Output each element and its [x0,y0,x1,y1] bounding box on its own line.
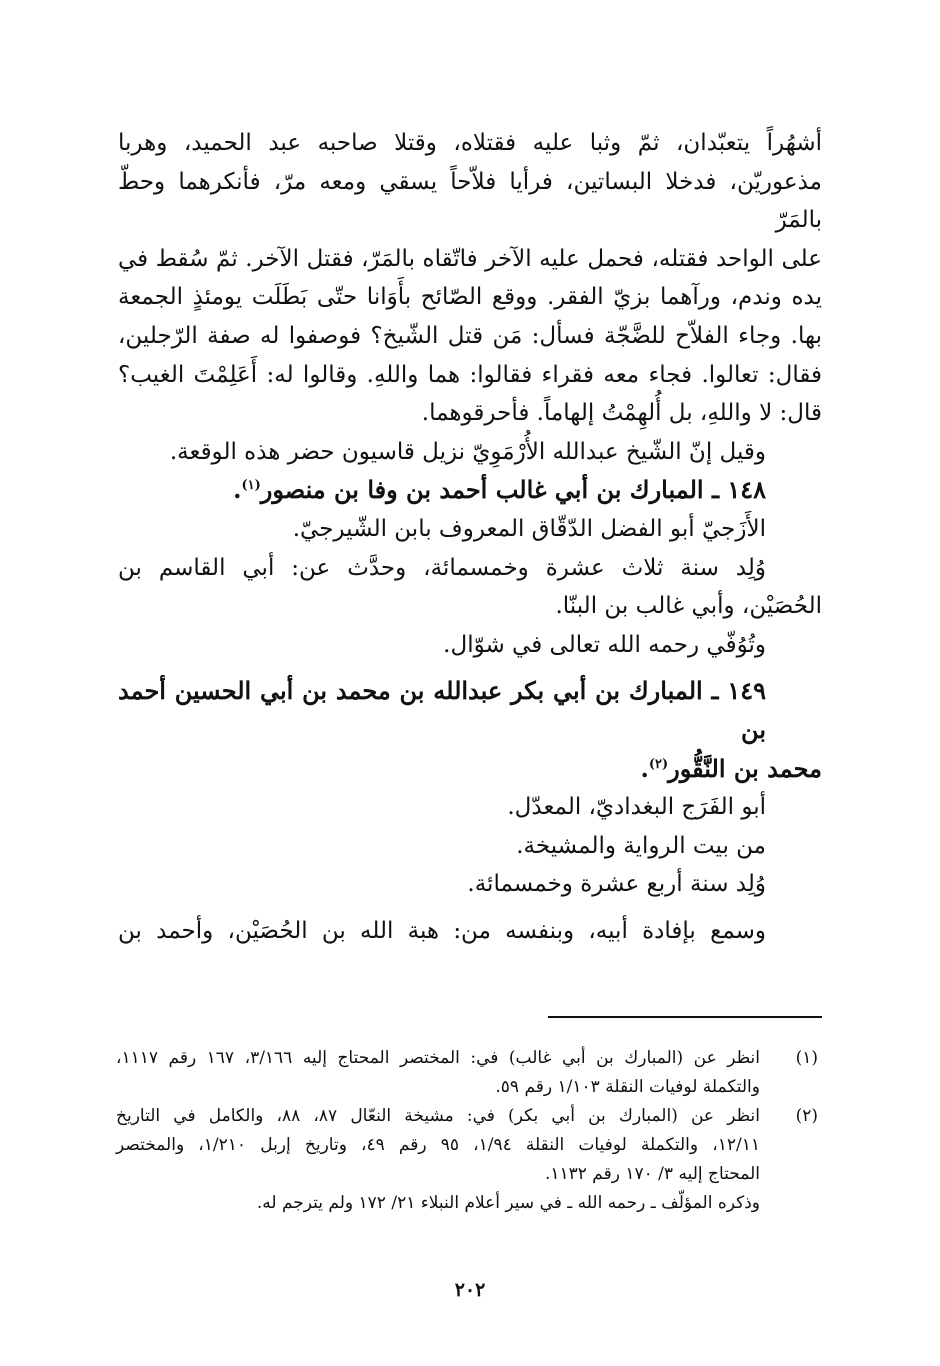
footnote-ref-2: (٢) [648,756,669,772]
entry-148-stop: . [233,475,242,505]
entry-149-stop: . [640,753,649,783]
text-line: أشهُراً يتعبّدان، ثمّ وثبا عليه فقتلاه، وقتلا صاحبه عبد الحميد، وهربا [118,130,822,156]
footnotes [116,1044,822,1218]
text-line: يده وندم، ورآهما بزيّ الفقر. ووقع الصّائح بأَوَانا حتّى بَطَلَت يومئذٍ الجمعة [118,284,822,311]
footnote-line: انظر عن (المبارك بن أبي بكر) في: مشيخة النعّال ٨٧، ٨٨، والكامل في التاريخ [116,1106,760,1126]
footnote-line: المحتاج إليه ٣/ ١٧٠ رقم ١١٣٢. [544,1164,760,1184]
footnote-number: (١) [795,1048,818,1068]
main-text [118,124,822,950]
footnote-ref-1: (١) [241,478,261,494]
footnote-line: والتكملة لوفيات النقلة ١/١٠٣ رقم ٥٩. [495,1077,760,1097]
text-line: وسمع بإفادة أبيه، وبنفسه من: هبة الله بن الحُصَيْن، وأحمد بن [118,917,766,944]
text-line: وُلِد سنة ثلاث عشرة وخمسمائة، وحدَّث عن: أبي القاسم بن [118,554,766,581]
footnote-2 [116,1102,822,1218]
entry-149-heading: ١٤٩ ـ المبارك بن أبي بكر عبدالله بن محمد بن أبي الحسين أحمد بن [118,676,766,744]
text-line: الأَزَجيّ أبو الفضل الدّقّاق المعروف بابن الشّيرجيّ. [292,515,766,542]
text-line: وُلِد سنة أربع عشرة وخمسمائة. [467,871,766,898]
text-line: الحُصَيْن، وأبي غالب بن البنّا. [555,593,822,620]
entry-148-title: ١٤٨ ـ المبارك بن أبي غالب أحمد بن وفا بن منصور [260,475,766,505]
footnote-number: (٢) [795,1106,818,1126]
page-number: ٢٠٢ [454,1279,486,1301]
footnote-line: ١٢/١١، والتكملة لوفيات النقلة ١/٩٤، ٩٥ رقم ٤٩، وتاريخ إربل ١/٢١٠، والمختصر [116,1135,760,1155]
text-line: وتُوُفّي رحمه الله تعالى في شوّال. [443,631,766,658]
text-line: مذعوريّن، فدخلا البساتين، فرأيا فلاّحاً يسقي ومعه مرّ، فأنكرهما وحطّ بالمَرّ [118,168,822,234]
footnote-line: انظر عن (المبارك بن أبي غالب) في: المختصر المحتاج إليه ٣/١٦٦، ١٦٧ رقم ١١١٧، [116,1048,760,1068]
entry-148-heading [118,471,822,510]
footnote-separator [548,1016,822,1018]
footnote-1 [116,1044,822,1102]
text-line: على الواحد فقتله، فحمل عليه الآخر فاتّقاه بالمَرّ، فقتل الآخر. ثمّ سُقط في [118,245,822,272]
text-line: بها. وجاء الفلاّح للضَّجّة فسأل: مَن قتل الشّيخ؟ فوصفوا له صفة الرّجلين، [118,322,822,349]
entry-149-heading-cont [118,750,822,789]
text-line: من بيت الرواية والمشيخة. [516,832,766,859]
text-line: وقيل إنّ الشّيخ عبدالله الأُرْمَوِيّ نزيل قاسيون حضر هذه الوقعة. [169,438,766,465]
entry-149-title: محمد بن النَّقُّور [668,753,822,783]
text-line: قال: لا واللهِ، بل أُلهِمْتُ إلهاماً. فأحرقوهما. [421,400,822,427]
text-line: فقال: تعالوا. فجاء معه فقراء فقالوا: هما واللهِ. وقالوا له: أَعَلِمْتَ الغيب؟ [118,361,822,388]
footnote-line: وذكره المؤلّف ـ رحمه الله ـ في سير أعلام النبلاء ٢١/ ١٧٢ ولم يترجم له. [256,1193,760,1213]
text-line: أبو الفَرَج البغداديّ، المعدّل. [507,794,766,821]
